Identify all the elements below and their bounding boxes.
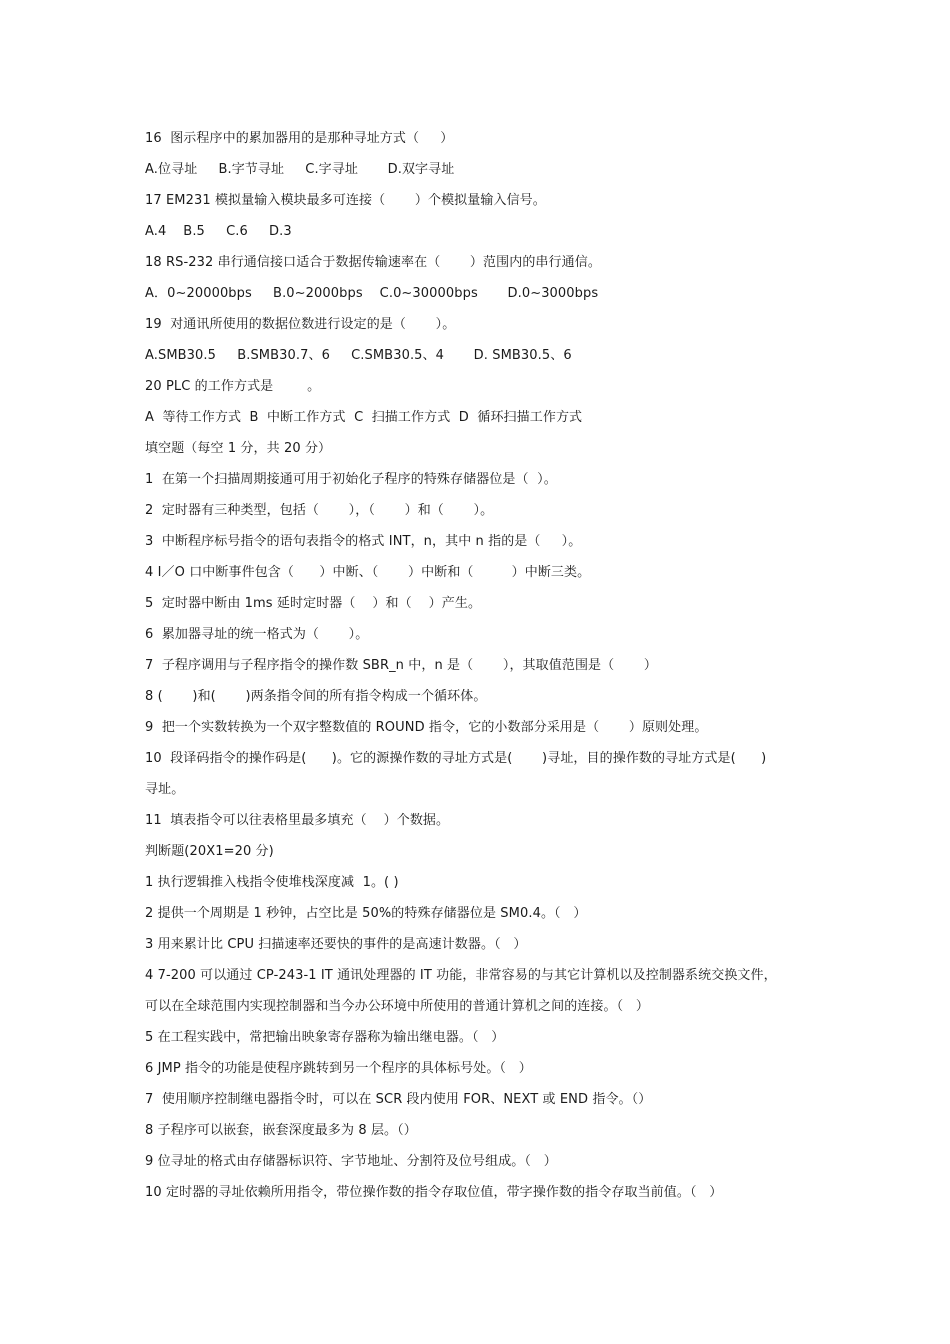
text-line: 判断题(20X1=20 分) bbox=[145, 844, 274, 859]
text-line: 6 累加器寻址的统一格式为（ ）。 bbox=[145, 627, 369, 642]
text-line: 8 子程序可以嵌套，嵌套深度最多为 8 层。（） bbox=[145, 1123, 417, 1138]
text-line: 3 用来累计比 CPU 扫描速率还要快的事件的是高速计数器。（ ） bbox=[145, 937, 527, 952]
text-line: 9 位寻址的格式由存储器标识符、字节地址、分割符及位号组成。（ ） bbox=[145, 1154, 557, 1169]
text-line: 4 7-200 可以通过 CP-243-1 IT 通讯处理器的 IT 功能，非常容易的与其它计算机以及控制器系统交换文件， bbox=[145, 968, 777, 983]
text-line: 7 子程序调用与子程序指令的操作数 SBR_n 中，n 是（ ），其取值范围是（ ） bbox=[145, 658, 657, 673]
text-line: A 等待工作方式 B 中断工作方式 C 扫描工作方式 D 循环扫描工作方式 bbox=[145, 410, 583, 425]
text-line: 17 EM231 模拟量输入模块最多可连接（ ）个模拟量输入信号。 bbox=[145, 193, 546, 208]
text-line: 10 定时器的寻址依赖所用指令，带位操作数的指令存取位值，带字操作数的指令存取当前值。（ ） bbox=[145, 1185, 723, 1200]
text-line: 5 定时器中断由 1ms 延时定时器（ ）和（ ）产生。 bbox=[145, 596, 482, 611]
text-line: A.位寻址 B.字节寻址 C.字寻址 D.双字寻址 bbox=[145, 162, 455, 177]
text-line: 填空题（每空 1 分，共 20 分） bbox=[145, 441, 332, 456]
text-line: 7 使用顺序控制继电器指令时，可以在 SCR 段内使用 FOR、NEXT 或 END 指令。（） bbox=[145, 1092, 652, 1107]
text-line: 18 RS-232 串行通信接口适合于数据传输速率在（ ）范围内的串行通信。 bbox=[145, 255, 601, 270]
text-line: 1 在第一个扫描周期接通可用于初始化子程序的特殊存储器位是（ ）。 bbox=[145, 472, 557, 487]
text-line: 寻址。 bbox=[145, 782, 185, 797]
text-line: 9 把一个实数转换为一个双字整数值的 ROUND 指令，它的小数部分采用是（ ）原则处理。 bbox=[145, 720, 708, 735]
text-line: 2 定时器有三种类型，包括（ ），（ ）和（ ）。 bbox=[145, 503, 494, 518]
question-list bbox=[145, 128, 825, 1213]
text-line: 19 对通讯所使用的数据位数进行设定的是（ ）。 bbox=[145, 317, 456, 332]
text-line: 可以在全球范围内实现控制器和当今办公环境中所使用的普通计算机之间的连接。（ ） bbox=[145, 999, 649, 1014]
text-line: 5 在工程实践中，常把输出映象寄存器称为输出继电器。（ ） bbox=[145, 1030, 505, 1045]
text-line: A．0~20000bps B.0~2000bps C.0~30000bps D.0~3000bps bbox=[145, 286, 599, 301]
text-line: A.SMB30.5 B.SMB30.7、6 C.SMB30.5、4 D. SMB30.5、6 bbox=[145, 348, 572, 363]
text-line: 11 填表指令可以往表格里最多填充（ ）个数据。 bbox=[145, 813, 450, 828]
text-line: 1 执行逻辑推入栈指令使堆栈深度减 1。( ) bbox=[145, 875, 399, 890]
text-line: 6 JMP 指令的功能是使程序跳转到另一个程序的具体标号处。（ ） bbox=[145, 1061, 532, 1076]
text-line: 8 ( )和( )两条指令间的所有指令构成一个循环体。 bbox=[145, 689, 487, 704]
text-line: 16 图示程序中的累加器用的是那种寻址方式（ ） bbox=[145, 131, 454, 146]
text-line: 20 PLC 的工作方式是 。 bbox=[145, 379, 321, 394]
text-line: 4 I／O 口中断事件包含（ ）中断、（ ）中断和（ ）中断三类。 bbox=[145, 565, 591, 580]
text-line: A.4 B.5 C.6 D.3 bbox=[145, 224, 292, 239]
text-line: 3 中断程序标号指令的语句表指令的格式 INT，n，其中 n 指的是（ ）。 bbox=[145, 534, 582, 549]
text-line: 10 段译码指令的操作码是( )。它的源操作数的寻址方式是( )寻址，目的操作数的寻址方式是( ) bbox=[145, 751, 767, 766]
text-line: 2 提供一个周期是 1 秒钟，占空比是 50%的特殊存储器位是 SM0.4。（ ） bbox=[145, 906, 587, 921]
